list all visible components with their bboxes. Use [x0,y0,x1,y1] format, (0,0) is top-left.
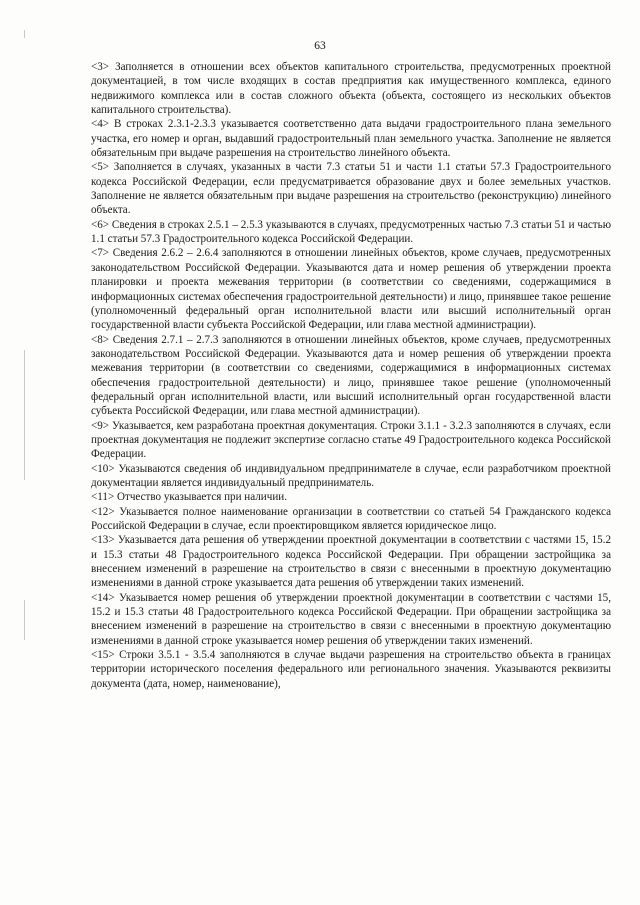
page-number: 63 [314,40,326,52]
footnote-11: <11> Отчество указывается при наличии. [91,491,287,504]
footnote-3: <3> Заполняется в отношении всех объектов капитального строительства, предусмотренных проектной документацией, в том числе входящих в состав предприятия как имущественного комплекса, единого недвижимого комплекса или в состав сложного объекта (объекта, состоящего из нескольких объектов капитального строительства). [91,61,611,117]
scan-margin-mark [24,350,25,480]
footnote-9: <9> Указывается, кем разработана проектная документация. Строки 3.1.1 - 3.2.3 заполняются в случаях, если проектная документация не подлежит экспертизе согласно статье 49 Градостроительного кодекса Российской Федерации. [91,419,611,461]
footnote-15: <15> Строки 3.5.1 - 3.5.4 заполняются в случае выдачи разрешения на строительство объекта в границах территории исторического поселения федерального или регионального значения. Указываются реквизиты документа (дата, номер, наименование), [91,649,611,690]
footnote-14: <14> Указывается номер решения об утверждении проектной документации в соответствии с частями 15, 15.2 и 15.3 статьи 48 Градостроительного кодекса Российской Федерации. При обращении застройщика за внесением изменений в разрешение на строительство в связи с внесенными в проектную документацию изменениями в данной строке указывается номер решения об утверждении таких изменений. [91,591,611,647]
scan-margin-mark [24,30,25,38]
footnote-6: <6> Сведения в строках 2.5.1 – 2.5.3 указываются в случаях, предусмотренных частью 7.3 статьи 51 и частью 1.1 статьи 57.3 Градостроительного кодекса Российской Федерации. [91,218,611,246]
footnotes-body [91,60,611,691]
footnote-7: <7> Сведения 2.6.2 – 2.6.4 заполняются в отношении линейных объектов, кроме случаев, предусмотренных законодательством Российской Федерации. Указываются дата и номер решения об утверждении проекта планировки и проекта межевания территории (в соответствии со сведениями, содержащимися в информационных системах обеспечения градостроительной деятельности) и лицо, принявшее такое решение (уполномоченный федеральный орган исполнительной власти или высший исполнительный орган государственной власти субъекта Российской Федерации, или глава местной администрации). [91,247,611,332]
footnote-4: <4> В строках 2.3.1-2.3.3 указывается соответственно дата выдачи градостроительного плана земельного участка, его номер и орган, выдавший градостроительный план земельного участка. Заполнение не является обязательным при выдаче разрешения на строительство линейного объекта. [91,118,611,160]
scan-margin-mark [24,600,25,640]
footnote-12: <12> Указывается полное наименование организации в соответствии со статьей 54 Гражданского кодекса Российской Федерации в случае, если проектировщиком является юридическое лицо. [91,505,611,532]
footnote-5: <5> Заполняется в случаях, указанных в части 7.3 статьи 51 и части 1.1 статьи 57.3 Градостроительного кодекса Российской Федерации, если предусматривается образование двух и более земельных участков. Заполнение не является обязательным при выдаче разрешения на строительство (реконструкцию) линейного объекта. [91,161,611,217]
footnote-10: <10> Указываются сведения об индивидуальном предпринимателе в случае, если разработчиком проектной документации является индивидуальный предприниматель. [91,462,611,489]
footnote-13: <13> Указывается дата решения об утверждении проектной документации в соответствии с частями 15, 15.2 и 15.3 статьи 48 Градостроительного кодекса Российской Федерации. При обращении застройщика за внесением изменений в разрешение на строительство в связи с внесенными в проектную документацию изменениями в данной строке указывается дата решения об утверждении таких изменений. [91,534,611,590]
footnote-8: <8> Сведения 2.7.1 – 2.7.3 заполняются в отношении линейных объектов, кроме случаев, предусмотренных законодательством Российской Федерации. Указываются дата и номер решения об утверждении проекта межевания территории (в соответствии со сведениями, содержащимися в информационных системах обеспечения градостроительной деятельности) и лицо, принявшее такое решение (уполномоченный федеральный орган исполнительной власти, или высший исполнительный орган государственной власти субъекта Российской Федерации, или глава местной администрации). [91,333,611,418]
